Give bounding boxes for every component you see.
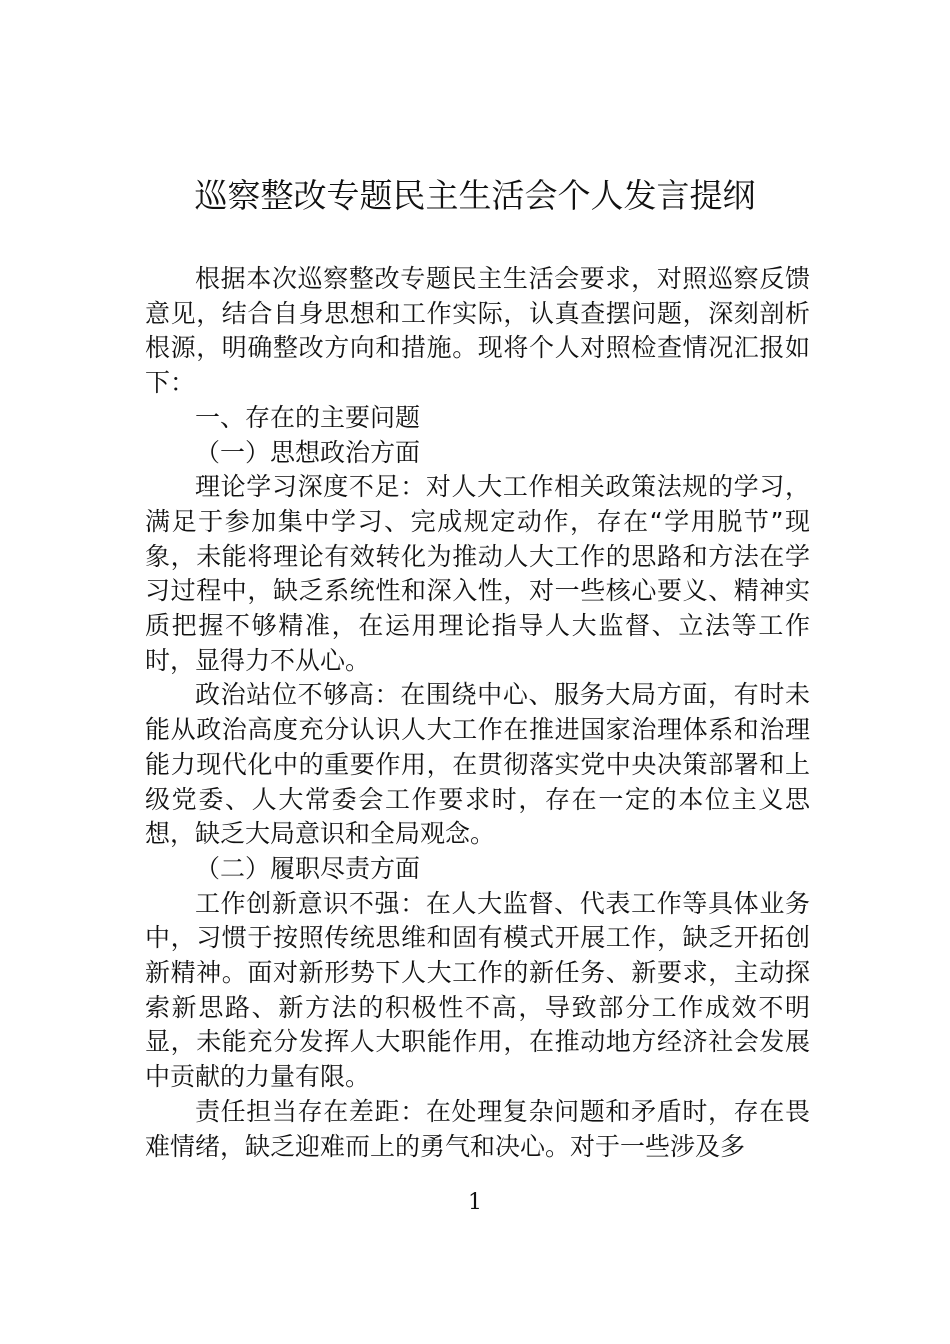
- paragraph-innovation: 工作创新意识不强：在人大监督、代表工作等具体业务中，习惯于按照传统思维和固有模式开展工作，缺乏开拓创新精神。面对新形势下人大工作的新任务、新要求，主动探索新思路、新方法的积极性不高，导致部分工作成效不明显，未能充分发挥人大职能作用，在推动地方经济社会发展中贡献的力量有限。: [145, 888, 810, 1092]
- paragraph-intro: 根据本次巡察整改专题民主生活会要求，对照巡察反馈意见，结合自身思想和工作实际，认真查摆问题，深刻剖析根源，明确整改方向和措施。现将个人对照检查情况汇报如下：: [145, 264, 810, 398]
- subsection-heading-ideology: （一）思想政治方面: [195, 437, 421, 467]
- paragraph-political-stance: 政治站位不够高：在围绕中心、服务大局方面，有时未能从政治高度充分认识人大工作在推进国家治理体系和治理能力现代化中的重要作用，在贯彻落实党中央决策部署和上级党委、人大常委会工作要求时，存在一定的本位主义思想，缺乏大局意识和全局观念。: [145, 680, 810, 849]
- document-title: 巡察整改专题民主生活会个人发言提纲: [194, 176, 756, 215]
- paragraph-theory-study: 理论学习深度不足：对人大工作相关政策法规的学习，满足于参加集中学习、完成规定动作，存在“学用脱节”现象，未能将理论有效转化为推动人大工作的思路和方法在学习过程中，缺乏系统性和深入性，对一些核心要义、精神实质把握不够精准，在运用理论指导人大监督、立法等工作时，显得力不从心。: [145, 472, 810, 675]
- paragraph-responsibility: 责任担当存在差距：在处理复杂问题和矛盾时，存在畏难情绪，缺乏迎难而上的勇气和决心。对于一些涉及多: [145, 1096, 810, 1161]
- section-heading-main-problems: 一、存在的主要问题: [195, 402, 421, 432]
- document-body: [145, 262, 810, 1164]
- subsection-heading-duty: （二）履职尽责方面: [195, 853, 421, 883]
- page-number: 1: [468, 1190, 482, 1215]
